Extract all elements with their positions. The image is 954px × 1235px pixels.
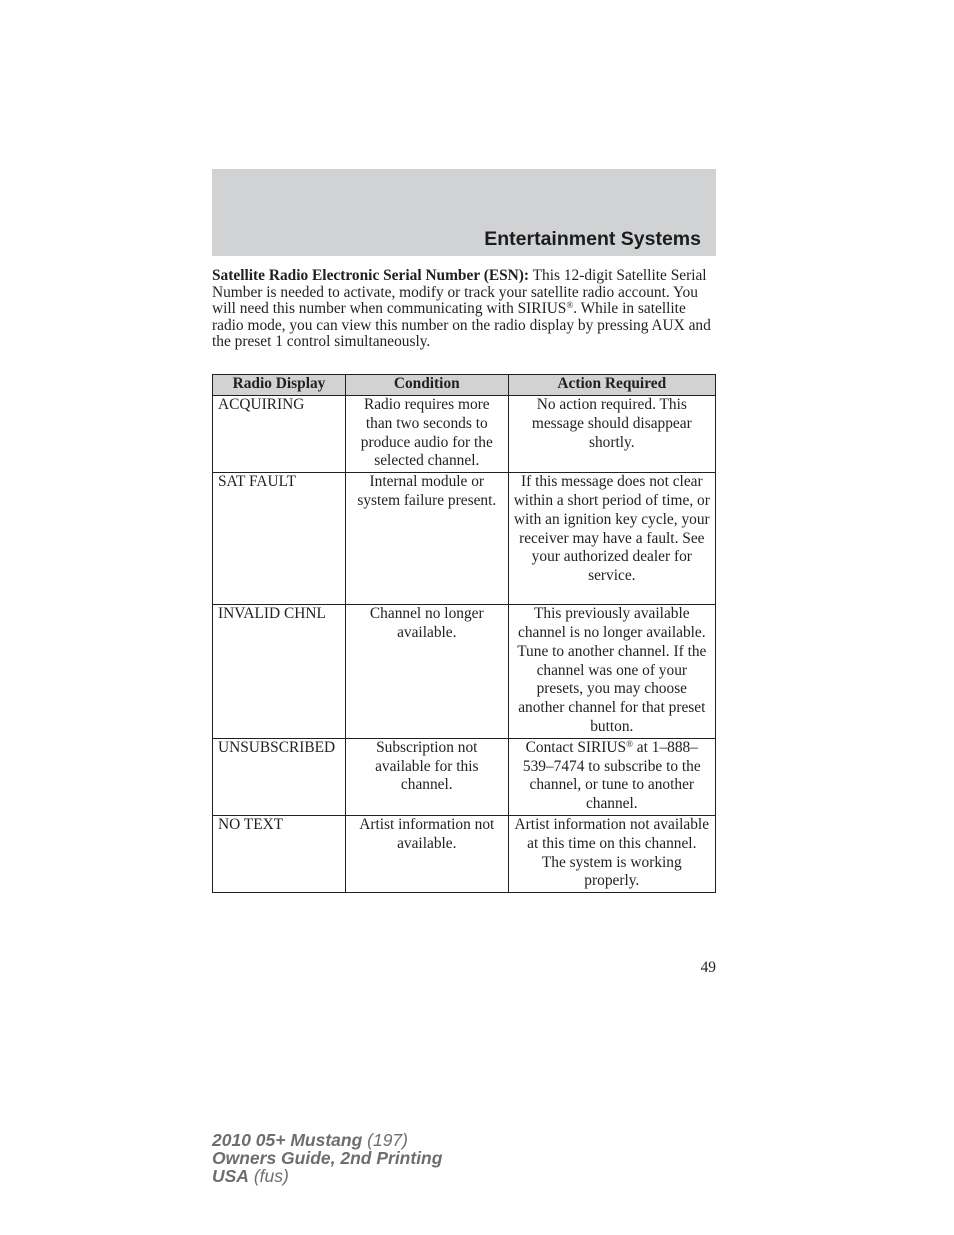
esn-paragraph — [212, 268, 718, 351]
footer-line-3 — [212, 1167, 442, 1185]
footer-model-code: (197) — [362, 1130, 408, 1150]
radio-display-cell: NO TEXT — [213, 815, 346, 892]
footer-market: USA — [212, 1166, 249, 1186]
condition-cell: Internal module or system failure present. — [345, 473, 508, 605]
table-header-row — [213, 375, 716, 396]
header-action-required: Action Required — [508, 375, 715, 396]
condition-cell: Subscription not available for this channel. — [345, 738, 508, 815]
page-number: 49 — [700, 959, 716, 976]
registered-mark: ® — [626, 738, 633, 749]
condition-cell: Radio requires more than two seconds to produce audio for the selected channel. — [345, 396, 508, 473]
radio-display-cell: ACQUIRING — [213, 396, 346, 473]
table-row — [213, 396, 716, 473]
action-cell — [508, 738, 715, 815]
action-text-part1: Contact SIRIUS — [525, 738, 627, 756]
action-cell: If this message does not clear within a short period of time, or with an ignition key cycle, your receiver may have a fault. See your authorized dealer for service. — [508, 473, 715, 605]
action-cell: No action required. This message should disappear shortly. — [508, 396, 715, 473]
radio-display-cell: UNSUBSCRIBED — [213, 738, 346, 815]
radio-display-cell: SAT FAULT — [213, 473, 346, 605]
esn-text-part1: This 12-digit Satellite Serial Number is needed to activate, modify or track your satellite radio account. You will need this number when communicating with SIRIUS — [212, 267, 707, 317]
table-row — [213, 738, 716, 815]
esn-text-part2: . While in satellite radio mode, you can view this number on the radio display by pressing AUX and the preset 1 control simultaneously. — [212, 300, 711, 350]
section-header-band — [212, 169, 716, 256]
condition-cell: Channel no longer available. — [345, 605, 508, 739]
document-footer — [212, 1131, 442, 1185]
header-condition: Condition — [345, 375, 508, 396]
action-text-part2: at 1–888–539–7474 to subscribe to the channel, or tune to another channel. — [522, 738, 701, 813]
table-row — [213, 605, 716, 739]
section-title: Entertainment Systems — [484, 228, 701, 250]
footer-guide: Owners Guide, 2nd Printing — [212, 1148, 443, 1168]
table-row — [213, 473, 716, 605]
condition-cell: Artist information not available. — [345, 815, 508, 892]
radio-display-table — [212, 374, 716, 893]
table-row — [213, 815, 716, 892]
footer-line-2 — [212, 1149, 442, 1167]
footer-model: 2010 05+ Mustang — [212, 1130, 363, 1150]
header-radio-display: Radio Display — [213, 375, 346, 396]
radio-display-cell: INVALID CHNL — [213, 605, 346, 739]
registered-mark: ® — [566, 300, 574, 310]
footer-market-code: (fus) — [248, 1166, 289, 1186]
action-cell: This previously available channel is no longer available. Tune to another channel. If the channel was one of your presets, you may choose another channel for that preset button. — [508, 605, 715, 739]
footer-line-1 — [212, 1131, 442, 1149]
action-cell: Artist information not available at this time on this channel. The system is working properly. — [508, 815, 715, 892]
esn-heading: Satellite Radio Electronic Serial Number (ESN): — [212, 267, 530, 284]
